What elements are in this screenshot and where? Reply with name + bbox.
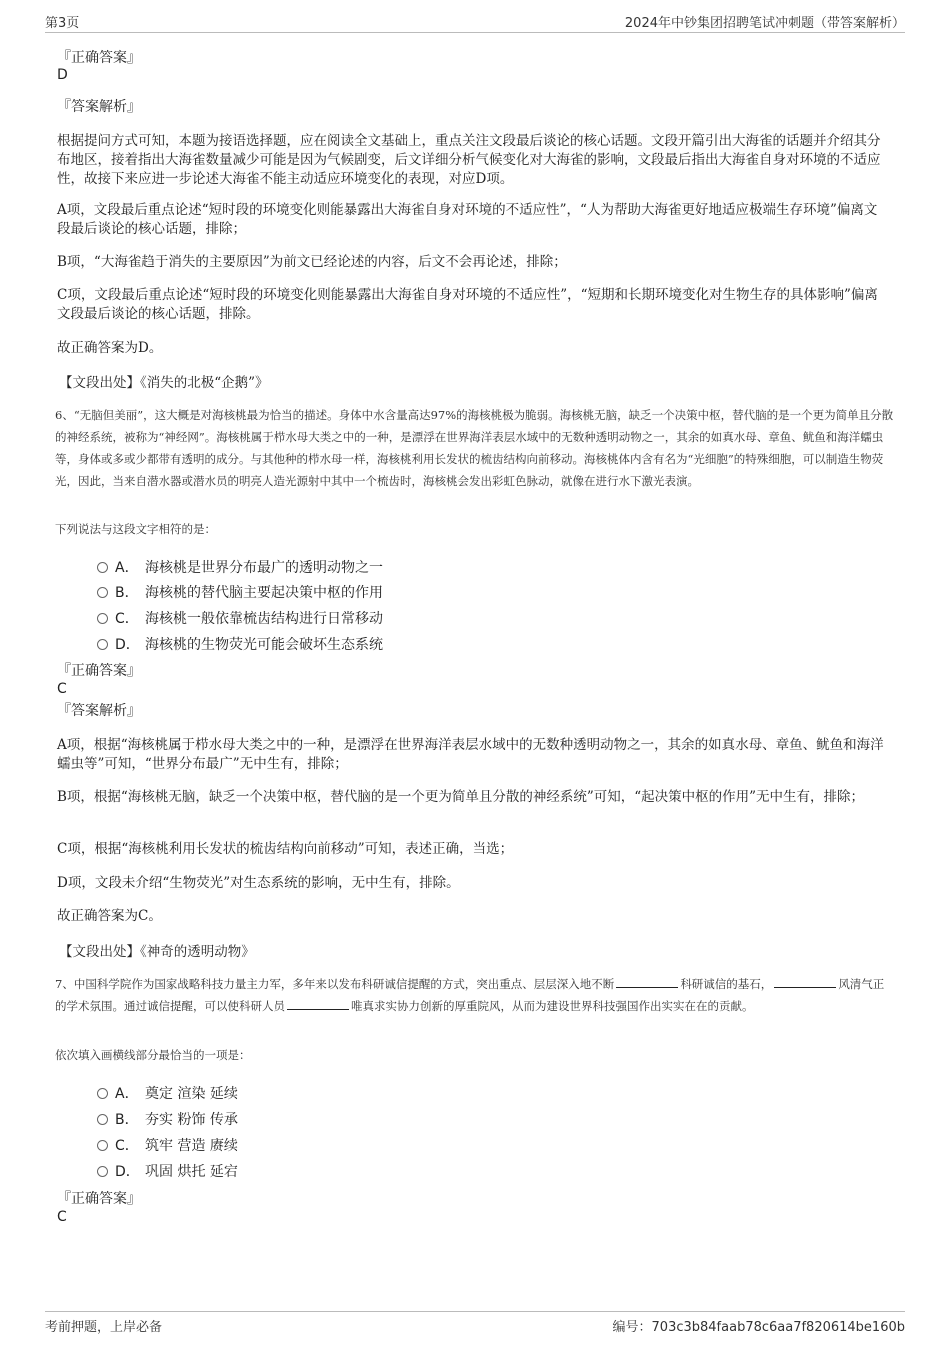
q5-source: 【文段出处】《消失的北极“企鹅”》 [59,375,269,391]
radio-icon[interactable] [97,587,108,598]
q6-conclusion: 故正确答案为C。 [57,908,162,924]
fill-blank-2[interactable] [774,975,836,988]
q5-analysis-main: 根据提问方式可知，本题为接语选择题，应在阅读全文基础上，重点关注文段最后谈论的核心话题。文段开篇引出大海雀的话题并介绍其分布地区，接着指出大海雀数量减少可能是因为气候剧变，后文详细分析气候变化对大海雀的影响，文段最后指出大海雀自身对环境的不适应性，故接下来应进一步论述大海雀不能主动适应环境变化的表现，对应D项。 [57,133,881,187]
q6-answer-label: 『正确答案』 [57,663,141,679]
radio-icon[interactable] [97,1166,108,1177]
radio-icon[interactable] [97,639,108,650]
q7-prompt: 依次填入画横线部分最恰当的一项是： [55,1048,251,1062]
q5-analysis-c: C项，文段最后重点论述“短时段的环境变化则能暴露出大海雀自身对环境的不适应性”，“短期和长期环境变化对生物生存的具体影响”偏离文段最后谈论的核心话题，排除。 [57,287,878,322]
q5-answer-label: 『正确答案』 [57,50,141,66]
q6-stem: 6、“无脑但美丽”，这大概是对海核桃最为恰当的描述。身体中水含量高达97%的海核桃极为脆弱。海核桃无脑，缺乏一个决策中枢，替代脑的是一个更为简单且分散的神经系统，被称为“神经网”。海核桃属于栉水母大类之中的一种，是漂浮在世界海洋表层水域中的无数种透明动物之一，其余的如真水母、章鱼、鱿鱼和海洋蠕虫等，身体或多或少都带有透明的成分。与其他种的栉水母一样，海核桃利用长发状的梳齿结构向前移动。海核桃体内含有名为“光细胞”的特殊细胞，可以制造生物荧光，因此，当来自潜水器或潜水员的明亮人造光源射中其中一个梳齿时，海核桃会发出彩虹色脉动，就像在进行水下激光表演。 [55,408,894,488]
q6-prompt: 下列说法与这段文字相符的是： [55,522,216,536]
fill-blank-1[interactable] [616,975,678,988]
q6-analysis-b: B项，根据“海核桃无脑，缺乏一个决策中枢，替代脑的是一个更为简单且分散的神经系统”可知，“起决策中枢的作用”无中生有，排除； [57,789,865,805]
q5-analysis-label: 『答案解析』 [57,99,141,115]
q6-analysis-c: C项，根据“海核桃利用长发状的梳齿结构向前移动”可知，表述正确，当选； [57,841,514,857]
q5-conclusion: 故正确答案为D。 [57,340,163,356]
q5-analysis-a: A项，文段最后重点论述“短时段的环境变化则能暴露出大海雀自身对环境的不适应性”，“人为帮助大海雀更好地适应极端生存环境”偏离文段最后谈论的核心话题，排除； [57,202,878,237]
q6-analysis-label: 『答案解析』 [57,703,141,719]
radio-icon[interactable] [97,1088,108,1099]
q6-analysis-a: A项，根据“海核桃属于栉水母大类之中的一种，是漂浮在世界海洋表层水域中的无数种透明动物之一，其余的如真水母、章鱼、鱿鱼和海洋蠕虫等”可知，“世界分布最广”无中生有，排除； [57,737,884,772]
q5-answer: D [57,67,68,83]
q5-analysis-b: B项，“大海雀趋于消失的主要原因”为前文已经论述的内容，后文不会再论述，排除； [57,254,567,270]
radio-icon[interactable] [97,613,108,624]
q6-source: 【文段出处】《神奇的透明动物》 [59,944,255,960]
radio-icon[interactable] [97,1140,108,1151]
page-number: 第3页 [45,16,80,31]
page-footer [45,1311,905,1334]
q6-analysis-d: D项，文段未介绍“生物荧光”对生态系统的影响，无中生有，排除。 [57,875,460,891]
fill-blank-3[interactable] [287,997,349,1010]
q7-stem: 7、中国科学院作为国家战略科技力量主力军，多年来以发布科研诚信提醒的方式，突出重点、层层深入地不断 科研诚信的基石， 风清气正的学术氛围。通过诚信提醒，可以使科研人员 唯真求实协力创新的厚重院风，从而为建设世界科技强国作出实实在在的贡献。 [55,977,885,1013]
footer-slogan: 考前押题，上岸必备 [45,1320,163,1335]
document-title: 2024年中钞集团招聘笔试冲刺题（带答案解析） [624,16,905,31]
document-code: 编号：703c3b84faab78c6aa7f820614be160b [612,1320,905,1335]
radio-icon[interactable] [97,562,108,573]
q7-answer-label: 『正确答案』 [57,1191,141,1207]
radio-icon[interactable] [97,1114,108,1125]
page-header [45,12,905,33]
q7-answer: C [57,1209,67,1225]
q6-answer: C [57,681,67,697]
